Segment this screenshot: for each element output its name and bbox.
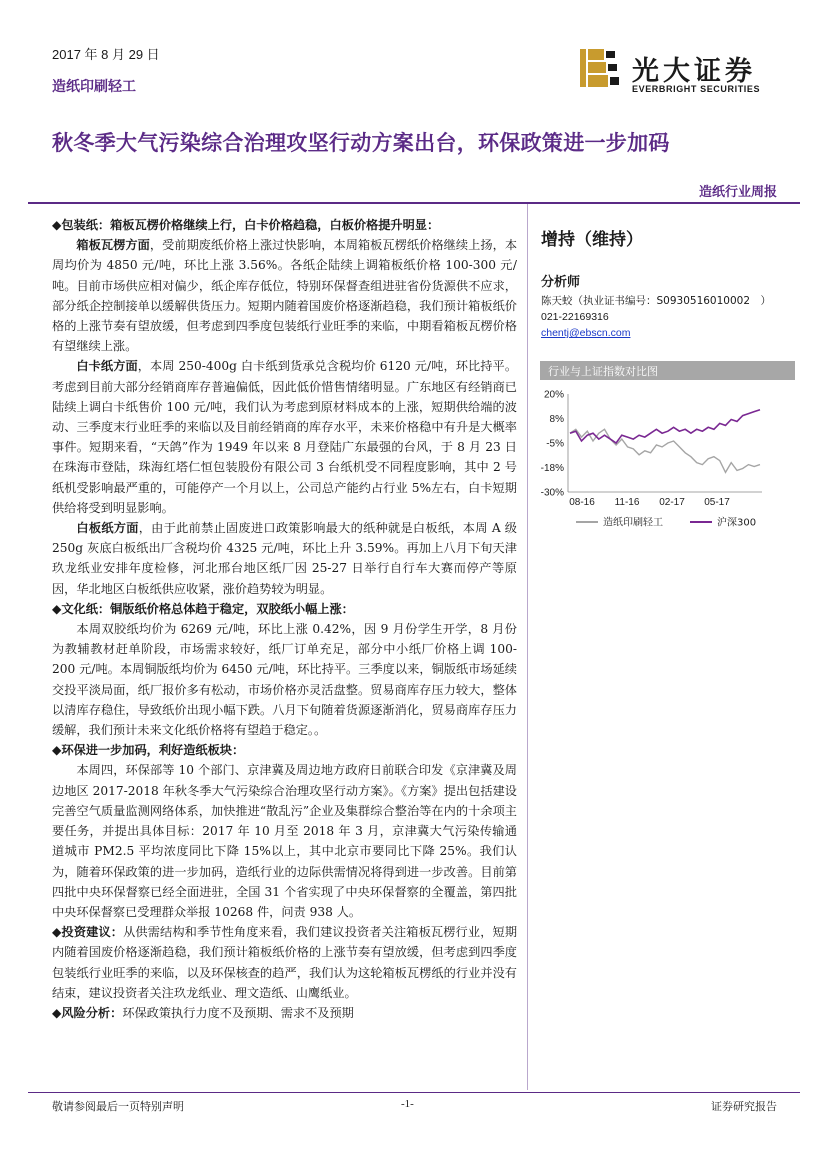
series-line-csi300 — [570, 410, 760, 443]
y-tick-label: 8% — [549, 414, 564, 425]
report-type: 造纸行业周报 — [698, 185, 777, 200]
logo-name-cn: 光大证券 — [632, 56, 756, 87]
logo-name-en: EVERBRIGHT SECURITIES — [632, 84, 761, 94]
page-number: -1- — [401, 1098, 414, 1110]
paragraph-environment: 本周四，环保部等 10 个部门、京津冀及周边地方政府日前联合印发《京津冀及周边地区 2017-2018 年秋冬季大气污染综合治理攻坚行动方案》。《方案》提出包括建设完善空气质量监测网络体系，加快推进“散乱污”企业及集群综合整治等在内的十余项主要任务，并提出具体目标：2017 年 10 月至 2018 年 3 月，京津冀大气污染传输通道城市 PM2.5 平均浓度同比下降 15%以上，其中北京市要同比下降 25%。我们认为，随着环保政策的进一步加码，造纸行业的边际供需情况将得到进一步改善。目前第四批中央环保督察已经全面进驻，全国 31 个省实现了中央环保督察的全覆盖，第四批中央环保督察已受理群众举报 10268 件，问责 938 人。 — [52, 763, 517, 919]
legend-label: 造纸印刷轻工 — [603, 517, 663, 529]
analyst-email-link[interactable]: chentj@ebscn.com — [541, 327, 631, 339]
y-tick-label: -5% — [546, 438, 564, 450]
x-tick-label: 11-16 — [614, 497, 640, 508]
y-tick-label: -18% — [540, 463, 564, 474]
sector-label: 造纸印刷轻工 — [52, 79, 136, 95]
column-divider — [527, 204, 528, 1090]
whitecard-text: ，本周 250-400g 白卡纸到货承兑含税均价 6120 元/吨，环比持平。考虑到目前大部分经销商库存普遍偏低，因此低价惜售情绪明显。广东地区有经销商已陆续上调白卡纸售价 100 元/吨，我们认为考虑到原材料成本的上涨，短期供给端的波动、三季度末行业旺季的来临以及目前经销商的库存水平，未来价格稳中有升是大概率事件。短期来看，“天鸽”作为 1949 年以来 8 月登陆广东最强的台风，于 8 月 23 日在珠海市登陆，珠海红塔仁恒包装股份有限公司 3 台纸机受不同程度影响，其中 2 号纸机受影响最严重的，可能停产一个月以上，公司总产能约占行业 5%左右，白卡短期供给将受到明显影响。 — [52, 359, 518, 515]
footer-disclaimer: 敬请参阅最后一页特别声明 — [52, 1100, 184, 1113]
legend-label: 沪深300 — [717, 517, 757, 529]
x-tick-label: 05-17 — [704, 497, 730, 508]
footer-divider — [28, 1092, 800, 1093]
report-date: 2017 年 8 月 29 日 — [52, 47, 160, 62]
boxboard-lead: 箱板瓦楞方面 — [76, 238, 150, 253]
whiteboard-lead: 白板纸方面 — [76, 521, 139, 536]
analyst-phone: 021-22169316 — [541, 311, 609, 323]
paragraph-boxboard — [52, 235, 517, 356]
report-body — [52, 215, 517, 1023]
analyst-name: 陈天蛟（执业证书编号：S0930516010002 ） — [541, 295, 772, 307]
paragraph-whiteboard — [52, 518, 517, 599]
paragraph-investment — [52, 922, 517, 1003]
x-tick-label: 02-17 — [659, 497, 685, 508]
chart-title: 行业与上证指数对比图 — [548, 365, 658, 378]
comparison-chart — [540, 384, 800, 534]
series-line-industry — [570, 429, 760, 472]
paragraph-whitecard — [52, 356, 517, 518]
section-environment-heading: ◆环保进一步加码，利好造纸板块： — [52, 743, 245, 758]
risk-text: 环保政策执行力度不及预期、需求不及预期 — [122, 1005, 354, 1020]
section-culture-heading: ◆文化纸：铜版纸价格总体趋于稳定，双胶纸小幅上涨： — [52, 601, 354, 616]
section-packaging-heading: ◆包装纸：箱板瓦楞价格继续上行，白卡价格趋稳，白板价格提升明显： — [52, 218, 440, 232]
report-title: 秋冬季大气污染综合治理攻坚行动方案出台，环保政策进一步加码 — [52, 131, 670, 155]
y-tick-label: 20% — [543, 389, 564, 401]
paragraph-risk — [52, 1003, 517, 1023]
whiteboard-text: ，由于此前禁止固废进口政策影响最大的纸种就是白板纸，本周 A 级 250g 灰底白板纸出厂含税均价 4325 元/吨，环比上升 3.59%。再加上八月下旬天津玖龙纸业安排年度检修，河北邢台地区纸厂因 25-27 日举行自行车大赛而停产等原因，华北地区白板纸供应收紧，涨价趋势较为明显。 — [52, 521, 517, 596]
boxboard-text: ，受前期废纸价格上涨过快影响，本周箱板瓦楞纸价格继续上扬，本周均价为 4850 元/吨，环比上涨 3.56%。各纸企陆续上调箱板纸价格 100-300 元/吨。目前市场供应相对偏少，纸企库存低位，特别环保督查组进驻省份货源供不应求，部分纸企控制接单以缓解供货压力。短期内随着国废价格逐渐趋稳，我们预计箱板纸价格的上涨节奏有望放缓，但考虑到四季度包装纸行业旺季的来临，中期看箱板瓦楞价格有望继续上涨。 — [52, 238, 518, 354]
x-tick-label: 08-16 — [569, 497, 595, 508]
logo-mark-icon — [580, 49, 619, 87]
analyst-heading: 分析师 — [541, 275, 581, 290]
y-tick-label: -30% — [540, 487, 564, 499]
header-divider — [28, 202, 800, 204]
rating: 增持（维持） — [541, 230, 643, 250]
investment-lead: ◆投资建议： — [52, 925, 124, 940]
whitecard-lead: 白卡纸方面 — [76, 359, 138, 374]
paragraph-culture: 本周双胶纸均价为 6269 元/吨，环比上涨 0.42%，因 9 月份学生开学，8 月份为教辅教材赶单阶段，市场需求较好，纸厂订单充足，部分中小纸厂价格上调 100-200 元/吨。本周铜版纸均价为 6450 元/吨，环比持平。三季度以来，铜版纸市场延续交投平淡局面，纸厂报价多有松动，市场价格亦灵活盘整。贸易商库存压力较大，整体以清库存稳住，导致纸价出现小幅下跌。八月下旬随着货源逐渐消化，贸易商库存压力缓解，我们预计未来文化纸价格将有望趋于稳定。。 — [52, 622, 517, 738]
investment-text: 从供需结构和季节性角度来看，我们建议投资者关注箱板瓦楞行业，短期内随着国废价格逐渐趋稳，我们预计箱板纸价格的上涨节奏有望放缓，但考虑到四季度包装纸行业旺季的来临，以及环保核查的趋严，我们认为这轮箱板瓦楞纸的行业并没有结束，建议投资者关注玖龙纸业、理文造纸、山鹰纸业。 — [52, 925, 518, 1000]
risk-lead: ◆风险分析： — [52, 1005, 123, 1020]
footer-doc-type: 证券研究报告 — [711, 1100, 777, 1113]
